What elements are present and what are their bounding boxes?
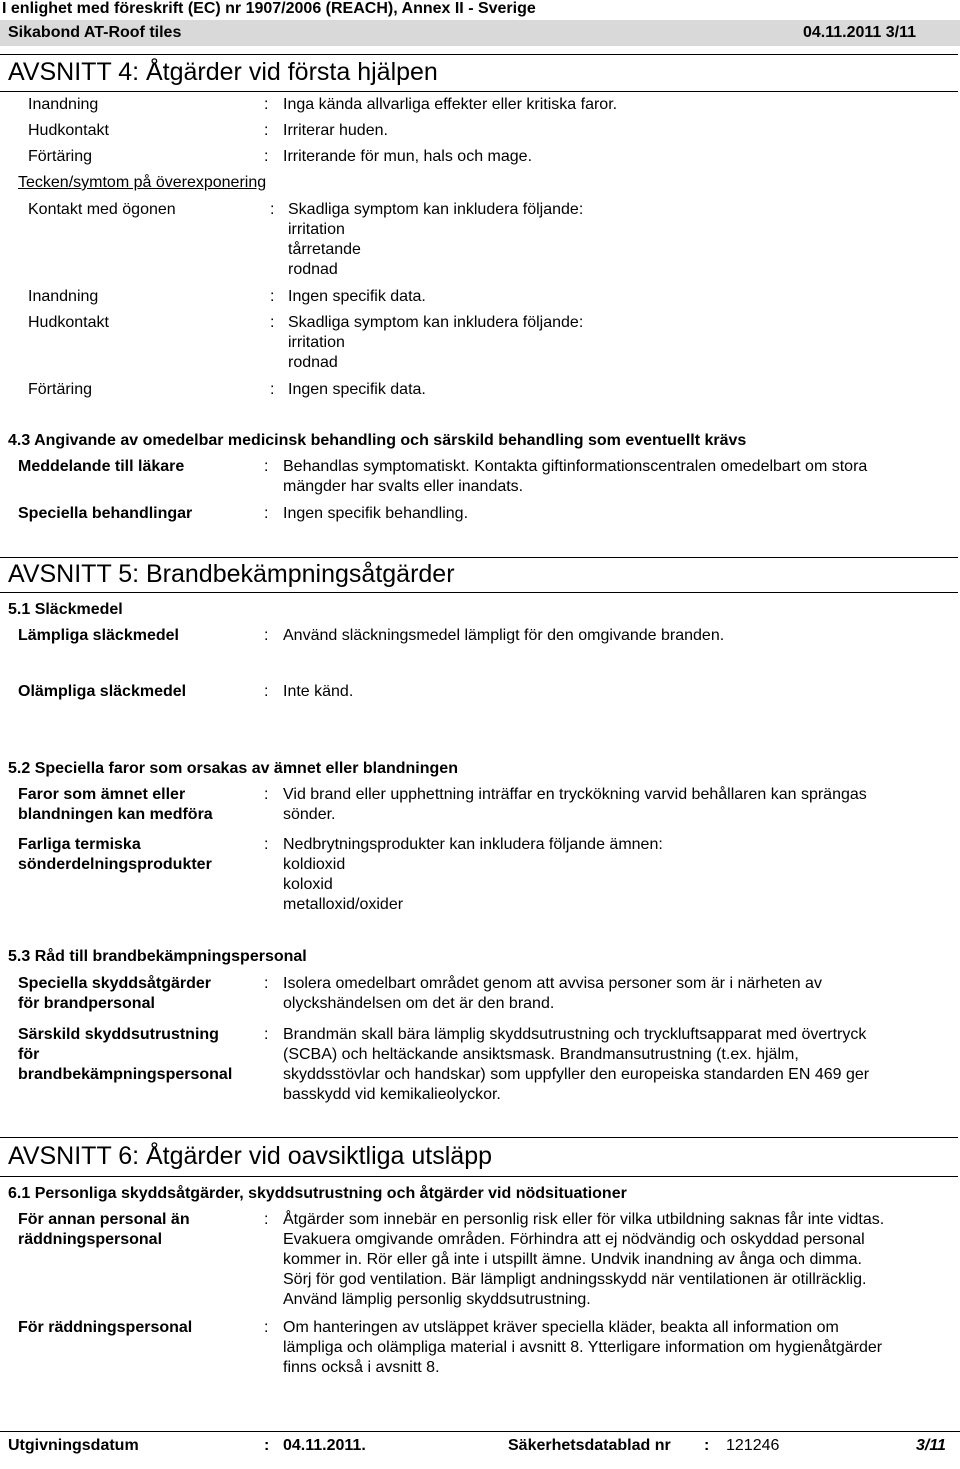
emergency-line: finns också i avsnitt 8. bbox=[283, 1359, 440, 1376]
hazard-line: sönder. bbox=[283, 806, 336, 823]
s4-effect-label: Inandning bbox=[28, 96, 99, 113]
symptom-line: Ingen specifik data. bbox=[288, 381, 426, 398]
subsection-6-1-title: 6.1 Personliga skyddsåtgärder, skyddsutrustning och åtgärder vid nödsituationer bbox=[8, 1185, 627, 1202]
equipment-line: skyddsstövlar och handskar) som uppfyller den europeiska standarden EN 469 ger bbox=[283, 1066, 870, 1083]
product-name: Sikabond AT-Roof tiles bbox=[8, 24, 182, 41]
nonemergency-label: räddningspersonal bbox=[18, 1231, 163, 1248]
issue-date-label: Utgivningsdatum bbox=[8, 1437, 139, 1454]
colon: : bbox=[264, 786, 269, 803]
precautions-label: för brandpersonal bbox=[18, 995, 155, 1012]
sds-number-label: Säkerhetsdatablad nr bbox=[508, 1437, 671, 1454]
section4-title: AVSNITT 4: Åtgärder vid första hjälpen bbox=[8, 58, 438, 86]
s4-effect-label: Hudkontakt bbox=[28, 122, 109, 139]
footer-page: 3/11 bbox=[916, 1437, 946, 1454]
equipment-label: Särskild skyddsutrustning bbox=[18, 1026, 219, 1043]
thermal-label: sönderdelningsprodukter bbox=[18, 856, 212, 873]
suitable-media-value: Använd släckningsmedel lämpligt för den omgivande branden. bbox=[283, 627, 725, 644]
colon: : bbox=[264, 975, 269, 992]
nonemergency-label: För annan personal än bbox=[18, 1211, 190, 1228]
symptom-label: Förtäring bbox=[28, 381, 93, 398]
suitable-media-label: Lämpliga släckmedel bbox=[18, 627, 179, 644]
symptom-line: rodnad bbox=[288, 354, 338, 371]
colon: : bbox=[264, 1026, 269, 1043]
doctor-note-line: Behandlas symptomatiskt. Kontakta giftinformationscentralen omedelbart om stora bbox=[283, 458, 868, 475]
precautions-label: Speciella skyddsåtgärder bbox=[18, 975, 211, 992]
colon: : bbox=[270, 288, 275, 305]
nonemergency-line: kommer in. Rör eller gå inte i utspillt ämne. Undvik inandning av ånga och dimma. bbox=[283, 1251, 862, 1268]
s4-effect-label: Förtäring bbox=[28, 148, 93, 165]
colon: : bbox=[264, 96, 269, 113]
hazard-label: blandningen kan medföra bbox=[18, 806, 213, 823]
thermal-line: Nedbrytningsprodukter kan inkludera följande ämnen: bbox=[283, 836, 663, 853]
symptom-line: rodnad bbox=[288, 261, 338, 278]
colon: : bbox=[270, 381, 275, 398]
symptom-label: Kontakt med ögonen bbox=[28, 201, 176, 218]
symptom-label: Hudkontakt bbox=[28, 314, 109, 331]
thermal-line: koldioxid bbox=[283, 856, 346, 873]
regulation-header: I enlighet med föreskrift (EC) nr 1907/2006 (REACH), Annex II - Sverige bbox=[2, 0, 536, 17]
nonemergency-line: Sörj för god ventilation. Bär lämpligt andningsskydd när ventilationen är otillräcklig. bbox=[283, 1271, 867, 1288]
thermal-line: koloxid bbox=[283, 876, 333, 893]
symptom-line: Ingen specifik data. bbox=[288, 288, 426, 305]
precautions-line: Isolera omedelbart området genom att avvisa personer som är i närheten av bbox=[283, 975, 822, 992]
s4-effect-value: Irriterande för mun, hals och mage. bbox=[283, 148, 533, 165]
section6-title: AVSNITT 6: Åtgärder vid oavsiktliga utsläpp bbox=[8, 1142, 493, 1170]
equipment-label: brandbekämpningspersonal bbox=[18, 1066, 233, 1083]
colon: : bbox=[264, 1211, 269, 1228]
header-date-page: 04.11.2011 3/11 bbox=[803, 24, 917, 41]
symptom-line: tårretande bbox=[288, 241, 361, 258]
equipment-line: basskydd vid kemikalieolyckor. bbox=[283, 1086, 501, 1103]
symptom-line: Skadliga symptom kan inkludera följande: bbox=[288, 314, 584, 331]
emergency-line: Om hanteringen av utsläppet kräver speciella kläder, beakta all information om bbox=[283, 1319, 839, 1336]
special-treatment-label: Speciella behandlingar bbox=[18, 505, 193, 522]
s4-effect-value: Inga kända allvarliga effekter eller kritiska faror. bbox=[283, 96, 618, 113]
special-treatment-value: Ingen specifik behandling. bbox=[283, 505, 469, 522]
s4-effect-value: Irriterar huden. bbox=[283, 122, 388, 139]
subsection-4-3-title: 4.3 Angivande av omedelbar medicinsk behandling och särskild behandling som eventuellt krävs bbox=[8, 432, 747, 449]
subsection-5-1-title: 5.1 Släckmedel bbox=[8, 601, 123, 618]
doctor-note-line: mängder har svalts eller inandats. bbox=[283, 478, 524, 495]
footer-rule bbox=[0, 1431, 960, 1432]
symptom-line: irritation bbox=[288, 334, 345, 351]
nonemergency-line: Evakuera omgivande områden. Förhindra att ej nödvändig och oskyddad personal bbox=[283, 1231, 865, 1248]
sds-number: 121246 bbox=[726, 1437, 780, 1454]
nonemergency-line: Använd lämplig personlig skyddsutrustning. bbox=[283, 1291, 591, 1308]
colon: : bbox=[704, 1437, 710, 1454]
colon: : bbox=[264, 836, 269, 853]
nonemergency-line: Åtgärder som innebär en personlig risk eller för vilka utbildning saknas får inte vidtas. bbox=[283, 1211, 885, 1228]
symptoms-title: Tecken/symtom på överexponering bbox=[18, 174, 267, 191]
emergency-label: För räddningspersonal bbox=[18, 1319, 193, 1336]
colon: : bbox=[264, 148, 269, 165]
colon: : bbox=[264, 458, 269, 475]
equipment-label: för bbox=[18, 1046, 40, 1063]
colon: : bbox=[264, 1319, 269, 1336]
colon: : bbox=[264, 627, 269, 644]
precautions-line: olyckshändelsen om det är den brand. bbox=[283, 995, 555, 1012]
emergency-line: lämpliga och olämpliga material i avsnitt 8. Ytterligare information om hygienåtgärder bbox=[283, 1339, 883, 1356]
subsection-5-2-title: 5.2 Speciella faror som orsakas av ämnet eller blandningen bbox=[8, 760, 458, 777]
colon: : bbox=[270, 314, 275, 331]
issue-date: 04.11.2011. bbox=[283, 1437, 366, 1454]
section5-title: AVSNITT 5: Brandbekämpningsåtgärder bbox=[8, 560, 455, 588]
subsection-5-3-title: 5.3 Råd till brandbekämpningspersonal bbox=[8, 948, 307, 965]
hazard-label: Faror som ämnet eller bbox=[18, 786, 186, 803]
thermal-line: metalloxid/oxider bbox=[283, 896, 404, 913]
equipment-line: Brandmän skall bära lämplig skyddsutrustning och tryckluftsapparat med övertryck bbox=[283, 1026, 867, 1043]
thermal-label: Farliga termiska bbox=[18, 836, 141, 853]
colon: : bbox=[264, 505, 269, 522]
equipment-line: (SCBA) och heltäckande ansiktsmask. Brandmansutrustning (t.ex. hjälm, bbox=[283, 1046, 799, 1063]
hazard-line: Vid brand eller upphettning inträffar en tryckökning varvid behållaren kan sprängas bbox=[283, 786, 867, 803]
doctor-note-label: Meddelande till läkare bbox=[18, 458, 185, 475]
symptom-line: irritation bbox=[288, 221, 345, 238]
colon: : bbox=[264, 1437, 270, 1454]
colon: : bbox=[264, 122, 269, 139]
symptom-line: Skadliga symptom kan inkludera följande: bbox=[288, 201, 584, 218]
unsuitable-media-value: Inte känd. bbox=[283, 683, 354, 700]
colon: : bbox=[264, 683, 269, 700]
symptom-label: Inandning bbox=[28, 288, 99, 305]
unsuitable-media-label: Olämpliga släckmedel bbox=[18, 683, 187, 700]
colon: : bbox=[270, 201, 275, 218]
